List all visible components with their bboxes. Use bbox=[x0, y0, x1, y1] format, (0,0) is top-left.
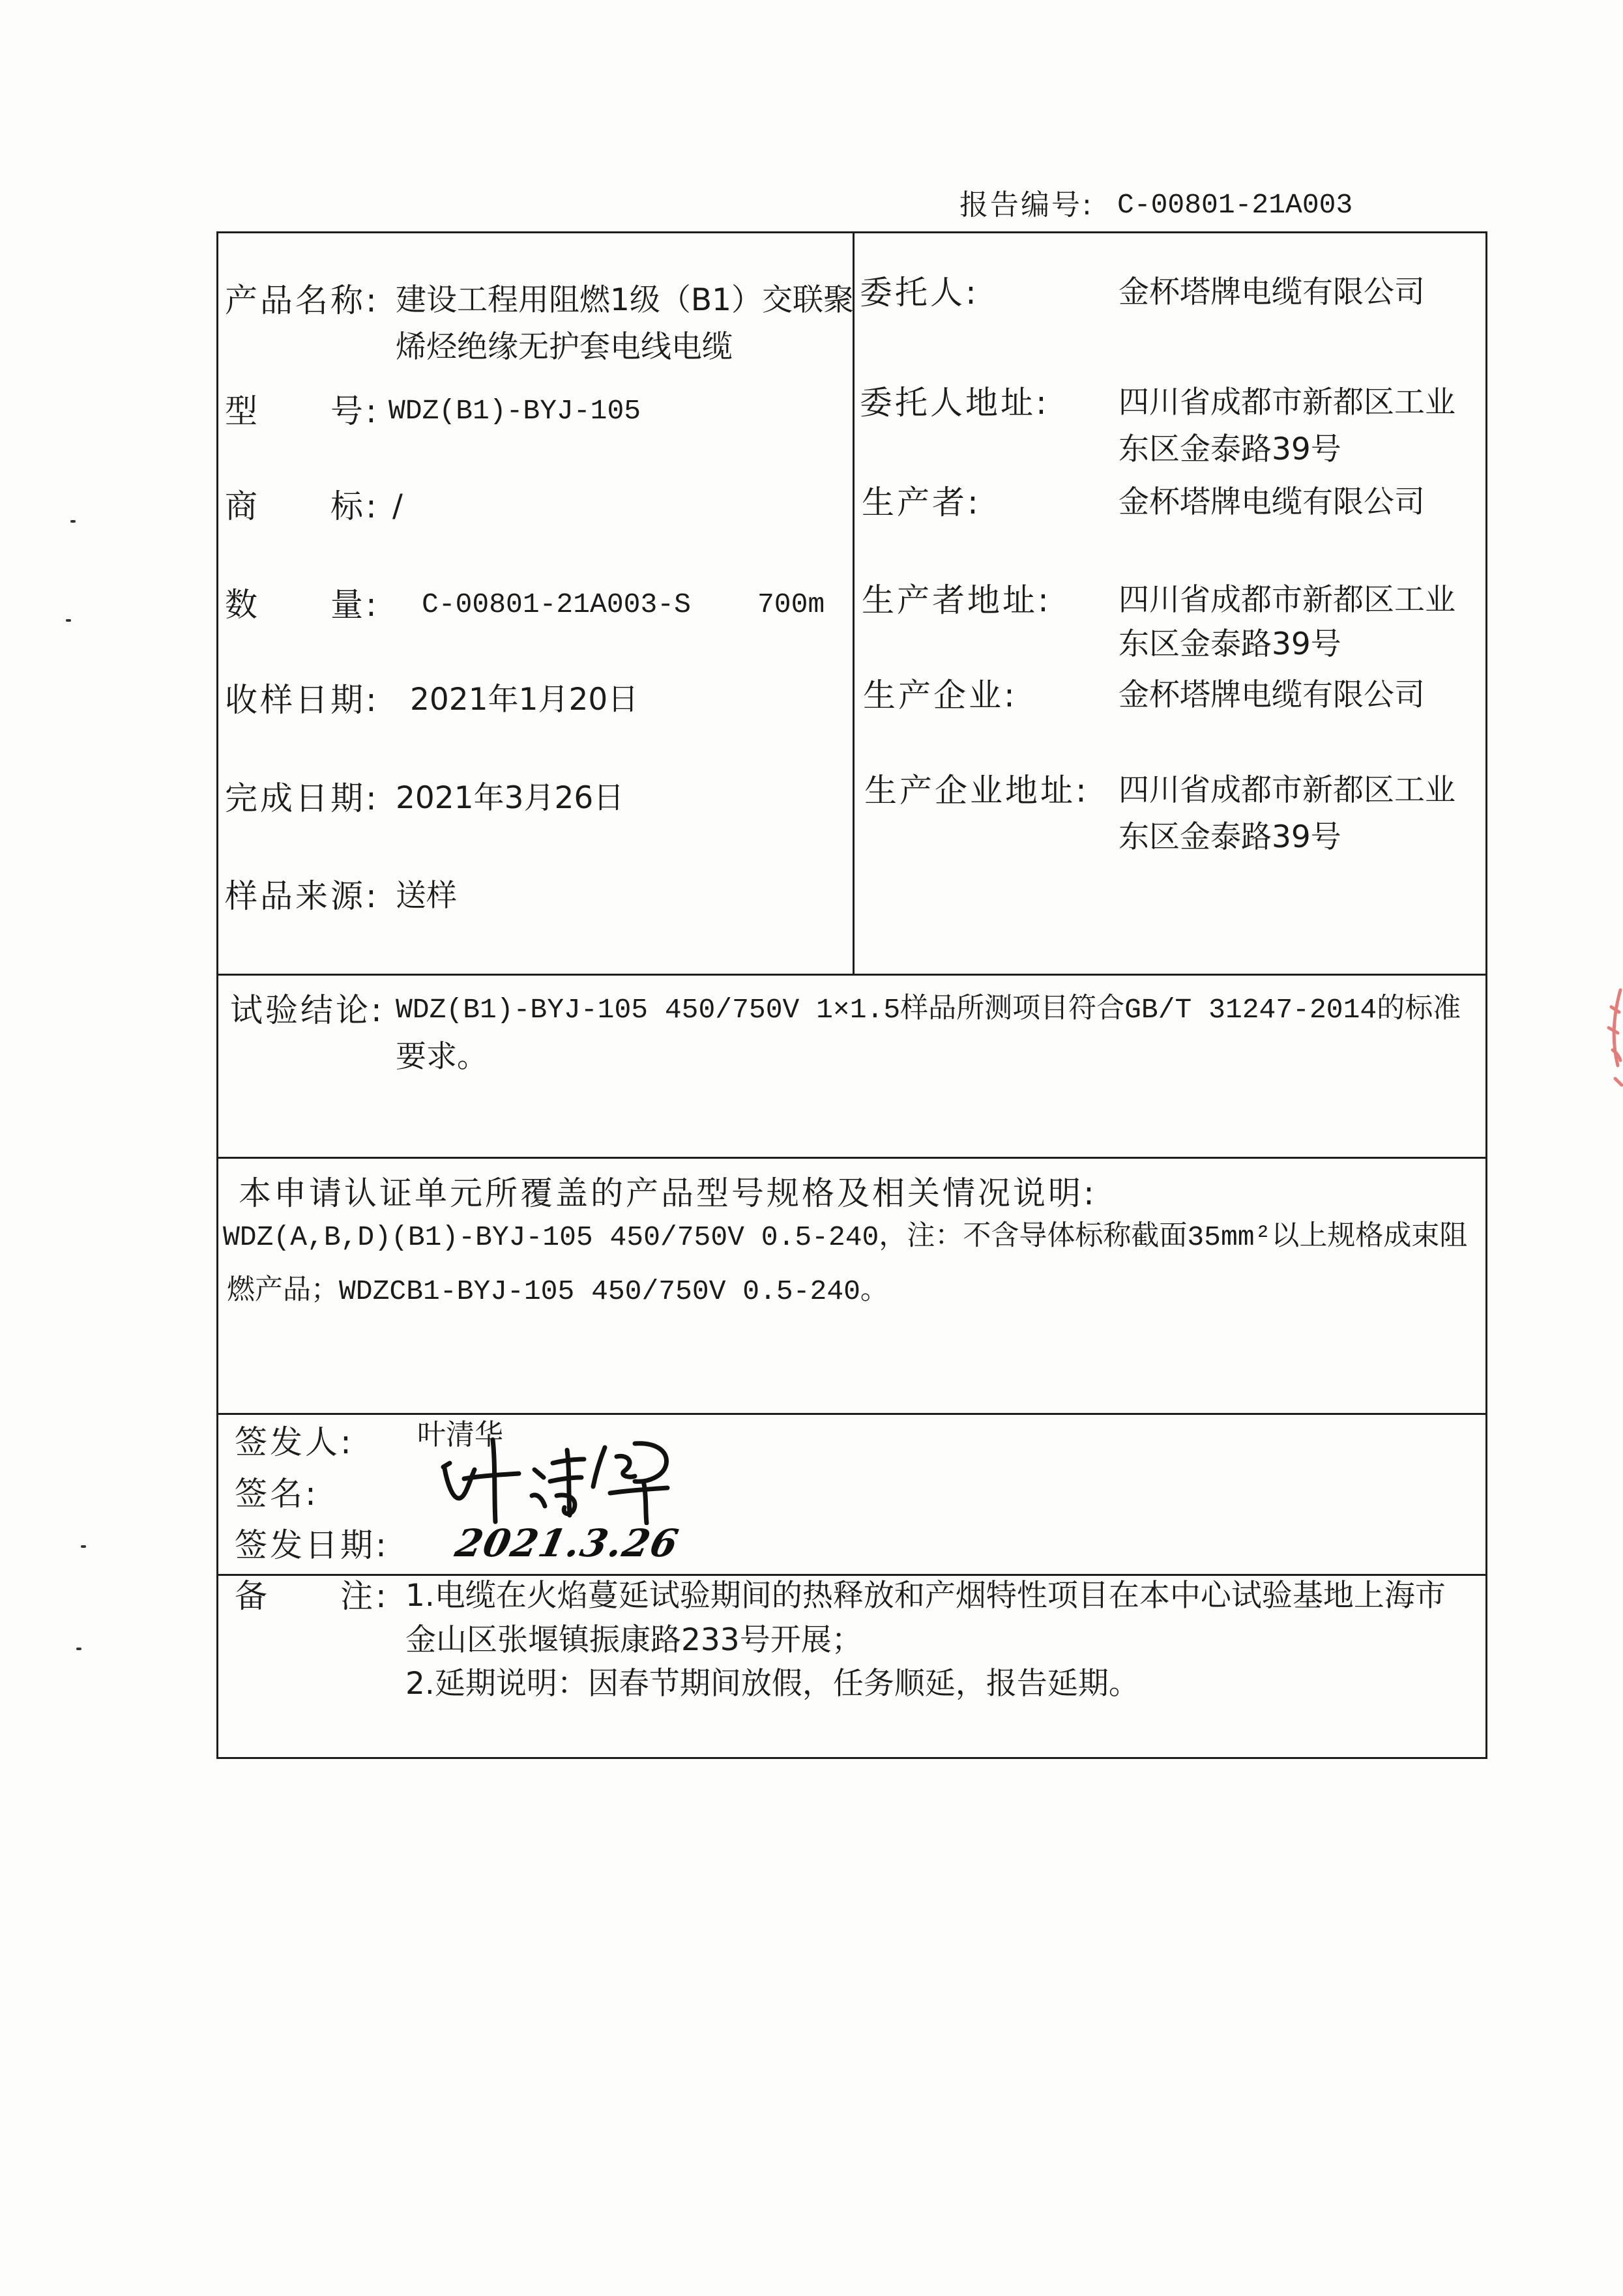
manufacturer-label: 生产企业: bbox=[863, 676, 1017, 714]
conclusion-line: 要求。 bbox=[396, 1039, 488, 1075]
remarks-line: 金山区张堰镇振康路233号开展； bbox=[405, 1622, 862, 1658]
coverage-line: WDZ(A,B,D)(B1)-BYJ-105 450/750V 0.5-240，注：不含导体标称截面35mm²以上规格成束阻 bbox=[223, 1221, 1468, 1253]
section-divider bbox=[216, 1574, 1487, 1576]
section-divider bbox=[216, 1157, 1487, 1159]
section-divider bbox=[216, 1413, 1487, 1415]
signature-label: 签名: bbox=[235, 1475, 319, 1513]
consignor-address-label: 委托人地址: bbox=[860, 384, 1049, 422]
issue-date-label: 签发日期: bbox=[235, 1526, 389, 1564]
receipt-date-label: 收样日期: bbox=[225, 681, 379, 719]
model-value: WDZ(B1)-BYJ-105 bbox=[388, 395, 641, 427]
coverage-heading: 本申请认证单元所覆盖的产品型号规格及相关情况说明: bbox=[239, 1174, 1097, 1212]
sample-id-value: C-00801-21A003-S bbox=[422, 589, 691, 620]
manufacturer-address-label: 生产企业地址: bbox=[864, 772, 1089, 809]
consignor-label: 委托人: bbox=[860, 274, 979, 312]
table-border-right bbox=[1485, 231, 1487, 1759]
conclusion-label: 试验结论: bbox=[230, 991, 385, 1029]
remarks-label: 备 注: bbox=[235, 1577, 389, 1615]
seal-fragment bbox=[1598, 987, 1623, 1098]
scan-mark bbox=[66, 619, 71, 622]
issuer-label: 签发人: bbox=[235, 1423, 354, 1461]
product-name-line: 建设工程用阻燃1级（B1）交联聚 bbox=[396, 282, 855, 318]
coverage-line: 燃产品；WDZCB1-BYJ-105 450/750V 0.5-240。 bbox=[227, 1275, 888, 1307]
trademark-label: 商 标: bbox=[225, 487, 379, 525]
producer-address-line: 东区金泰路39号 bbox=[1119, 626, 1341, 662]
product-name-line: 烯烃绝缘无护套电线电缆 bbox=[396, 329, 733, 365]
section-divider bbox=[216, 974, 1487, 976]
manufacturer-value: 金杯塔牌电缆有限公司 bbox=[1119, 677, 1425, 713]
report-number-label: 报告编号: bbox=[959, 188, 1094, 222]
manufacturer-address-line: 四川省成都市新都区工业 bbox=[1119, 772, 1455, 808]
completion-date-label: 完成日期: bbox=[225, 779, 379, 817]
producer-label: 生产者: bbox=[862, 484, 981, 521]
conclusion-line: WDZ(B1)-BYJ-105 450/750V 1×1.5样品所测项目符合GB/T 31247-2014的标准 bbox=[396, 994, 1461, 1026]
consignor-address-line: 东区金泰路39号 bbox=[1119, 431, 1341, 467]
remarks-line: 2.延期说明：因春节期间放假，任务顺延，报告延期。 bbox=[405, 1666, 1139, 1702]
sample-source-label: 样品来源: bbox=[225, 877, 379, 915]
consignor-address-line: 四川省成都市新都区工业 bbox=[1119, 385, 1455, 420]
scan-mark bbox=[76, 1648, 81, 1650]
sample-source-value: 送样 bbox=[396, 878, 457, 914]
manufacturer-address-line: 东区金泰路39号 bbox=[1119, 819, 1341, 855]
producer-value: 金杯塔牌电缆有限公司 bbox=[1119, 484, 1425, 520]
quantity-label: 数 量: bbox=[225, 586, 379, 624]
issuer-name: 叶清华 bbox=[417, 1418, 503, 1451]
handwritten-issue-date: 2021.3.26 bbox=[451, 1521, 684, 1565]
scan-mark bbox=[81, 1545, 86, 1548]
column-divider bbox=[853, 231, 855, 975]
producer-address-line: 四川省成都市新都区工业 bbox=[1119, 582, 1455, 618]
handwritten-signature bbox=[439, 1431, 674, 1525]
table-border-top bbox=[216, 231, 1487, 233]
table-border-left bbox=[216, 231, 218, 1759]
remarks-line: 1.电缆在火焰蔓延试验期间的热释放和产烟特性项目在本中心试验基地上海市 bbox=[405, 1578, 1446, 1614]
receipt-date-value: 2021年1月20日 bbox=[410, 682, 639, 718]
trademark-value: / bbox=[392, 488, 403, 524]
product-name-label: 产品名称: bbox=[225, 282, 379, 319]
scan-mark bbox=[70, 520, 76, 523]
completion-date-value: 2021年3月26日 bbox=[396, 780, 624, 816]
quantity-amount: 700m bbox=[757, 589, 825, 620]
producer-address-label: 生产者地址: bbox=[862, 581, 1051, 619]
table-border-bottom bbox=[216, 1757, 1487, 1759]
model-label: 型 号: bbox=[225, 392, 379, 430]
consignor-value: 金杯塔牌电缆有限公司 bbox=[1119, 274, 1425, 310]
report-number-value: C-00801-21A003 bbox=[1117, 189, 1353, 221]
